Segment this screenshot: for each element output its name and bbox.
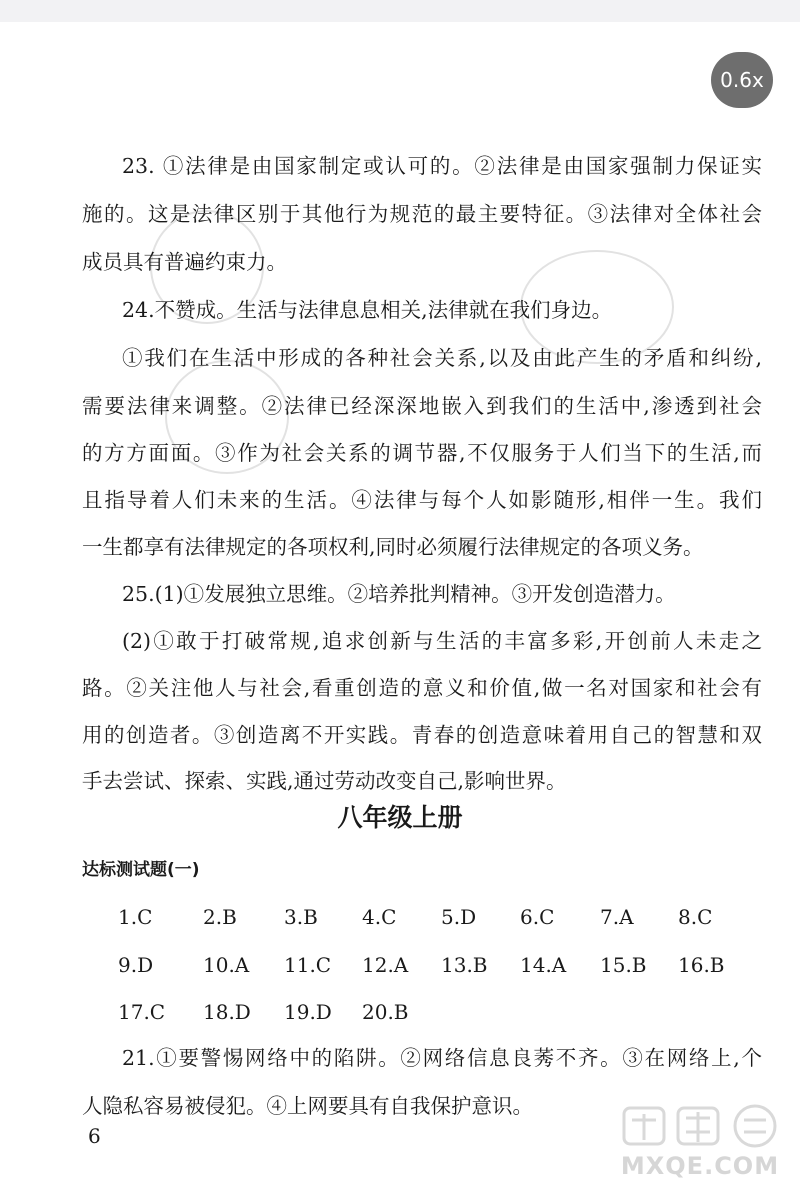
zoom-level-button[interactable]: 0.6x — [711, 52, 773, 108]
answer-item: 20.B — [362, 1000, 409, 1024]
body-line: 24.不赞成。生活与法律息息相关,法律就在我们身边。 — [122, 298, 613, 322]
answer-item: 8.C — [678, 905, 713, 929]
answer-item: 2.B — [203, 905, 237, 929]
answer-row — [0, 902, 800, 932]
answer-item: 12.A — [362, 953, 409, 977]
answer-row — [0, 997, 800, 1027]
body-line: 且指导着人们未来的生活。④法律与每个人如影随形,相伴一生。我们 — [82, 488, 762, 512]
answer-item: 19.D — [284, 1000, 332, 1024]
answer-item: 13.B — [441, 953, 488, 977]
answer-item: 4.C — [362, 905, 397, 929]
body-line: 23. ①法律是由国家制定或认可的。②法律是由国家强制力保证实 — [122, 154, 762, 178]
answer-row — [0, 950, 800, 980]
body-line: 21.①要警惕网络中的陷阱。②网络信息良莠不齐。③在网络上,个 — [122, 1046, 762, 1070]
page-number: 6 — [88, 1124, 101, 1148]
answer-item: 17.C — [118, 1000, 166, 1024]
answer-item: 18.D — [203, 1000, 251, 1024]
body-line: 需要法律来调整。②法律已经深深地嵌入到我们的生活中,渗透到社会 — [82, 394, 762, 418]
body-line: 成员具有普遍约束力。 — [82, 250, 287, 274]
answer-item: 6.C — [520, 905, 555, 929]
body-line: 用的创造者。③创造离不开实践。青春的创造意味着用自己的智慧和双 — [82, 723, 762, 747]
body-line: 的方方面面。③作为社会关系的调节器,不仅服务于人们当下的生活,而 — [82, 441, 762, 465]
body-line: 手去尝试、探索、实践,通过劳动改变自己,影响世界。 — [82, 769, 567, 793]
body-line: ①我们在生活中形成的各种社会关系,以及由此产生的矛盾和纠纷, — [122, 346, 762, 370]
body-line: 路。②关注他人与社会,看重创造的意义和价值,做一名对国家和社会有 — [82, 676, 762, 700]
answer-item: 15.B — [600, 953, 647, 977]
answer-item: 16.B — [678, 953, 725, 977]
body-line: 人隐私容易被侵犯。④上网要具有自我保护意识。 — [82, 1094, 533, 1118]
body-line: 一生都享有法律规定的各项权利,同时必须履行法律规定的各项义务。 — [82, 535, 704, 559]
answer-item: 9.D — [118, 953, 154, 977]
test-heading: 达标测试题(一) — [82, 860, 200, 880]
watermark-text: MXQE.COM — [620, 1152, 780, 1180]
answer-item: 10.A — [203, 953, 250, 977]
answer-item: 7.A — [600, 905, 634, 929]
body-line: (2)①敢于打破常规,追求创新与生活的丰富多彩,开创前人未走之 — [122, 629, 762, 653]
answer-item: 11.C — [284, 953, 332, 977]
answer-item: 1.C — [118, 905, 153, 929]
answer-item: 14.A — [520, 953, 567, 977]
section-title: 八年级上册 — [337, 803, 463, 832]
answer-item: 3.B — [284, 905, 318, 929]
body-line: 施的。这是法律区别于其他行为规范的最主要特征。③法律对全体社会 — [82, 202, 762, 226]
answer-item: 5.D — [441, 905, 477, 929]
body-line: 25.(1)①发展独立思维。②培养批判精神。③开发创造潜力。 — [122, 582, 676, 606]
